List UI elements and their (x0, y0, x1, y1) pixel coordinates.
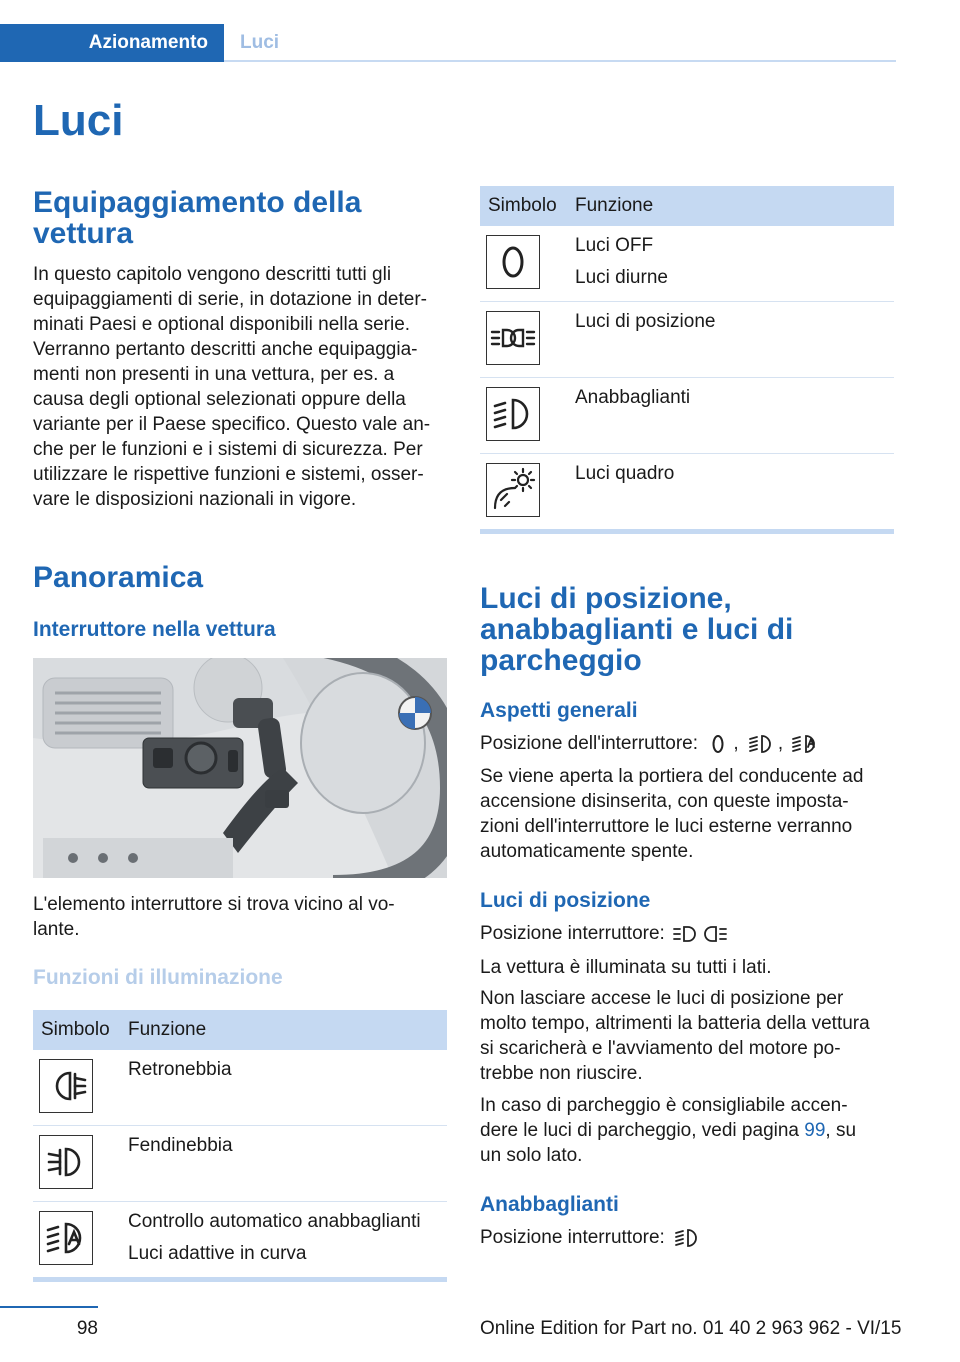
footer-rule (0, 1306, 98, 1308)
left-table-col-simbolo: Simbolo (41, 1019, 110, 1040)
heading-aspetti-generali: Aspetti generali (480, 699, 638, 722)
header-rule (224, 60, 896, 62)
paragraph-pos3: In caso di parcheggio è consigliabile accen- dere le luci di parcheggio, vedi pagina 99, su un solo lato. (480, 1095, 857, 1166)
front-fog-light-icon (39, 1135, 93, 1189)
auto-headlight-icon (788, 732, 822, 756)
switch-position-label: Posizione interruttore: (480, 1227, 665, 1248)
page-link-99[interactable]: 99 (804, 1120, 826, 1141)
switch-position-label: Posizione interruttore: (480, 923, 665, 944)
function-label: Luci quadro (575, 463, 675, 484)
function-label: Retronebbia (128, 1059, 232, 1080)
row-divider (33, 1125, 447, 1126)
paragraph-switch-positions (480, 731, 894, 756)
paragraph-posizione-switch (480, 921, 732, 946)
instrument-lighting-icon (486, 463, 540, 517)
paragraph-aspetti: Se viene aperta la portiera del conducente ad accensione disinserita, con queste imposta- zioni dell'interruttore le luci esterne verranno automaticamente spente. (480, 766, 864, 862)
function-label: Luci OFF (575, 235, 654, 256)
header-section-tab[interactable]: Azionamento (0, 24, 224, 62)
low-beam-icon (670, 1226, 704, 1250)
heading-luci-posizione-anabbaglianti: Luci di posizione, anabbaglianti e luci di parcheggio (480, 582, 794, 677)
parking-lights-icon (670, 922, 732, 946)
auto-headlight-icon (39, 1211, 93, 1265)
function-label: Luci adattive in curva (128, 1243, 307, 1264)
heading-panoramica: Panoramica (33, 561, 204, 594)
right-table-header (480, 186, 894, 226)
paragraph-equipaggiamento: In questo capitolo vengono descritti tutti gli equipaggiamenti di serie, in dotazione in deter- minati Paesi e optional disponibili nella serie. Verranno pertanto descritti anche equipaggia- menti non presenti in una vettura, per es. a causa degli optional selezionati oppure della variante per il Paese specifico. Questo vale an- che per le funzioni e i sistemi di sicurezza. Per utilizzare le rispettive funzioni e sistemi, osser- vare le disposizioni nazionali in vigore. (33, 264, 431, 510)
low-beam-icon (486, 387, 540, 441)
function-label: Anabbaglianti (575, 387, 691, 408)
left-table-header (33, 1010, 447, 1050)
right-table-col-simbolo: Simbolo (488, 195, 557, 216)
function-label: Luci di posizione (575, 311, 716, 332)
lights-off-icon (486, 235, 540, 289)
heading-equipaggiamento: Equipaggiamento della vettura (33, 186, 362, 250)
header-chapter-tab[interactable]: Luci (240, 32, 280, 53)
heading-interruttore: Interruttore nella vettura (33, 618, 276, 641)
left-table-col-funzione: Funzione (128, 1019, 207, 1040)
left-table-end (33, 1277, 447, 1282)
row-divider (480, 301, 894, 302)
right-table-end (480, 529, 894, 534)
page-number: 98 (76, 1318, 98, 1339)
page-title: Luci (33, 96, 124, 145)
rear-fog-light-icon (39, 1059, 93, 1113)
function-label: Controllo automatico anabbaglianti (128, 1211, 421, 1232)
heading-anabbaglianti: Anabbaglianti (480, 1193, 619, 1216)
heading-luci-di-posizione: Luci di posizione (480, 889, 651, 912)
heading-funzioni: Funzioni di illuminazione (33, 966, 283, 989)
paragraph-anabb-switch (480, 1225, 704, 1250)
lights-off-icon (703, 732, 733, 756)
low-beam-icon (744, 732, 778, 756)
parking-lights-icon (486, 311, 540, 365)
row-divider (480, 377, 894, 378)
switch-position-label: Posizione dell'interruttore: (480, 733, 699, 754)
function-label: Fendinebbia (128, 1135, 233, 1156)
row-divider (480, 453, 894, 454)
paragraph-switch-location: L'elemento interruttore si trova vicino al vo- lante. (33, 894, 395, 940)
row-divider (33, 1201, 447, 1202)
function-label: Luci diurne (575, 267, 668, 288)
paragraph-pos2: Non lasciare accese le luci di posizione per molto tempo, altrimenti la batteria della vettura si scaricherà e l'avviamento del motore po- trebbe non riuscire. (480, 988, 870, 1084)
separator-comma: , (733, 733, 739, 754)
edition-note: Online Edition for Part no. 01 40 2 963 962 - VI/15 (480, 1318, 902, 1339)
dashboard-switch-photo (33, 658, 447, 878)
paragraph-pos1: La vettura è illuminata su tutti i lati. (480, 957, 772, 978)
separator-comma: , (777, 733, 784, 754)
right-table-col-funzione: Funzione (575, 195, 654, 216)
